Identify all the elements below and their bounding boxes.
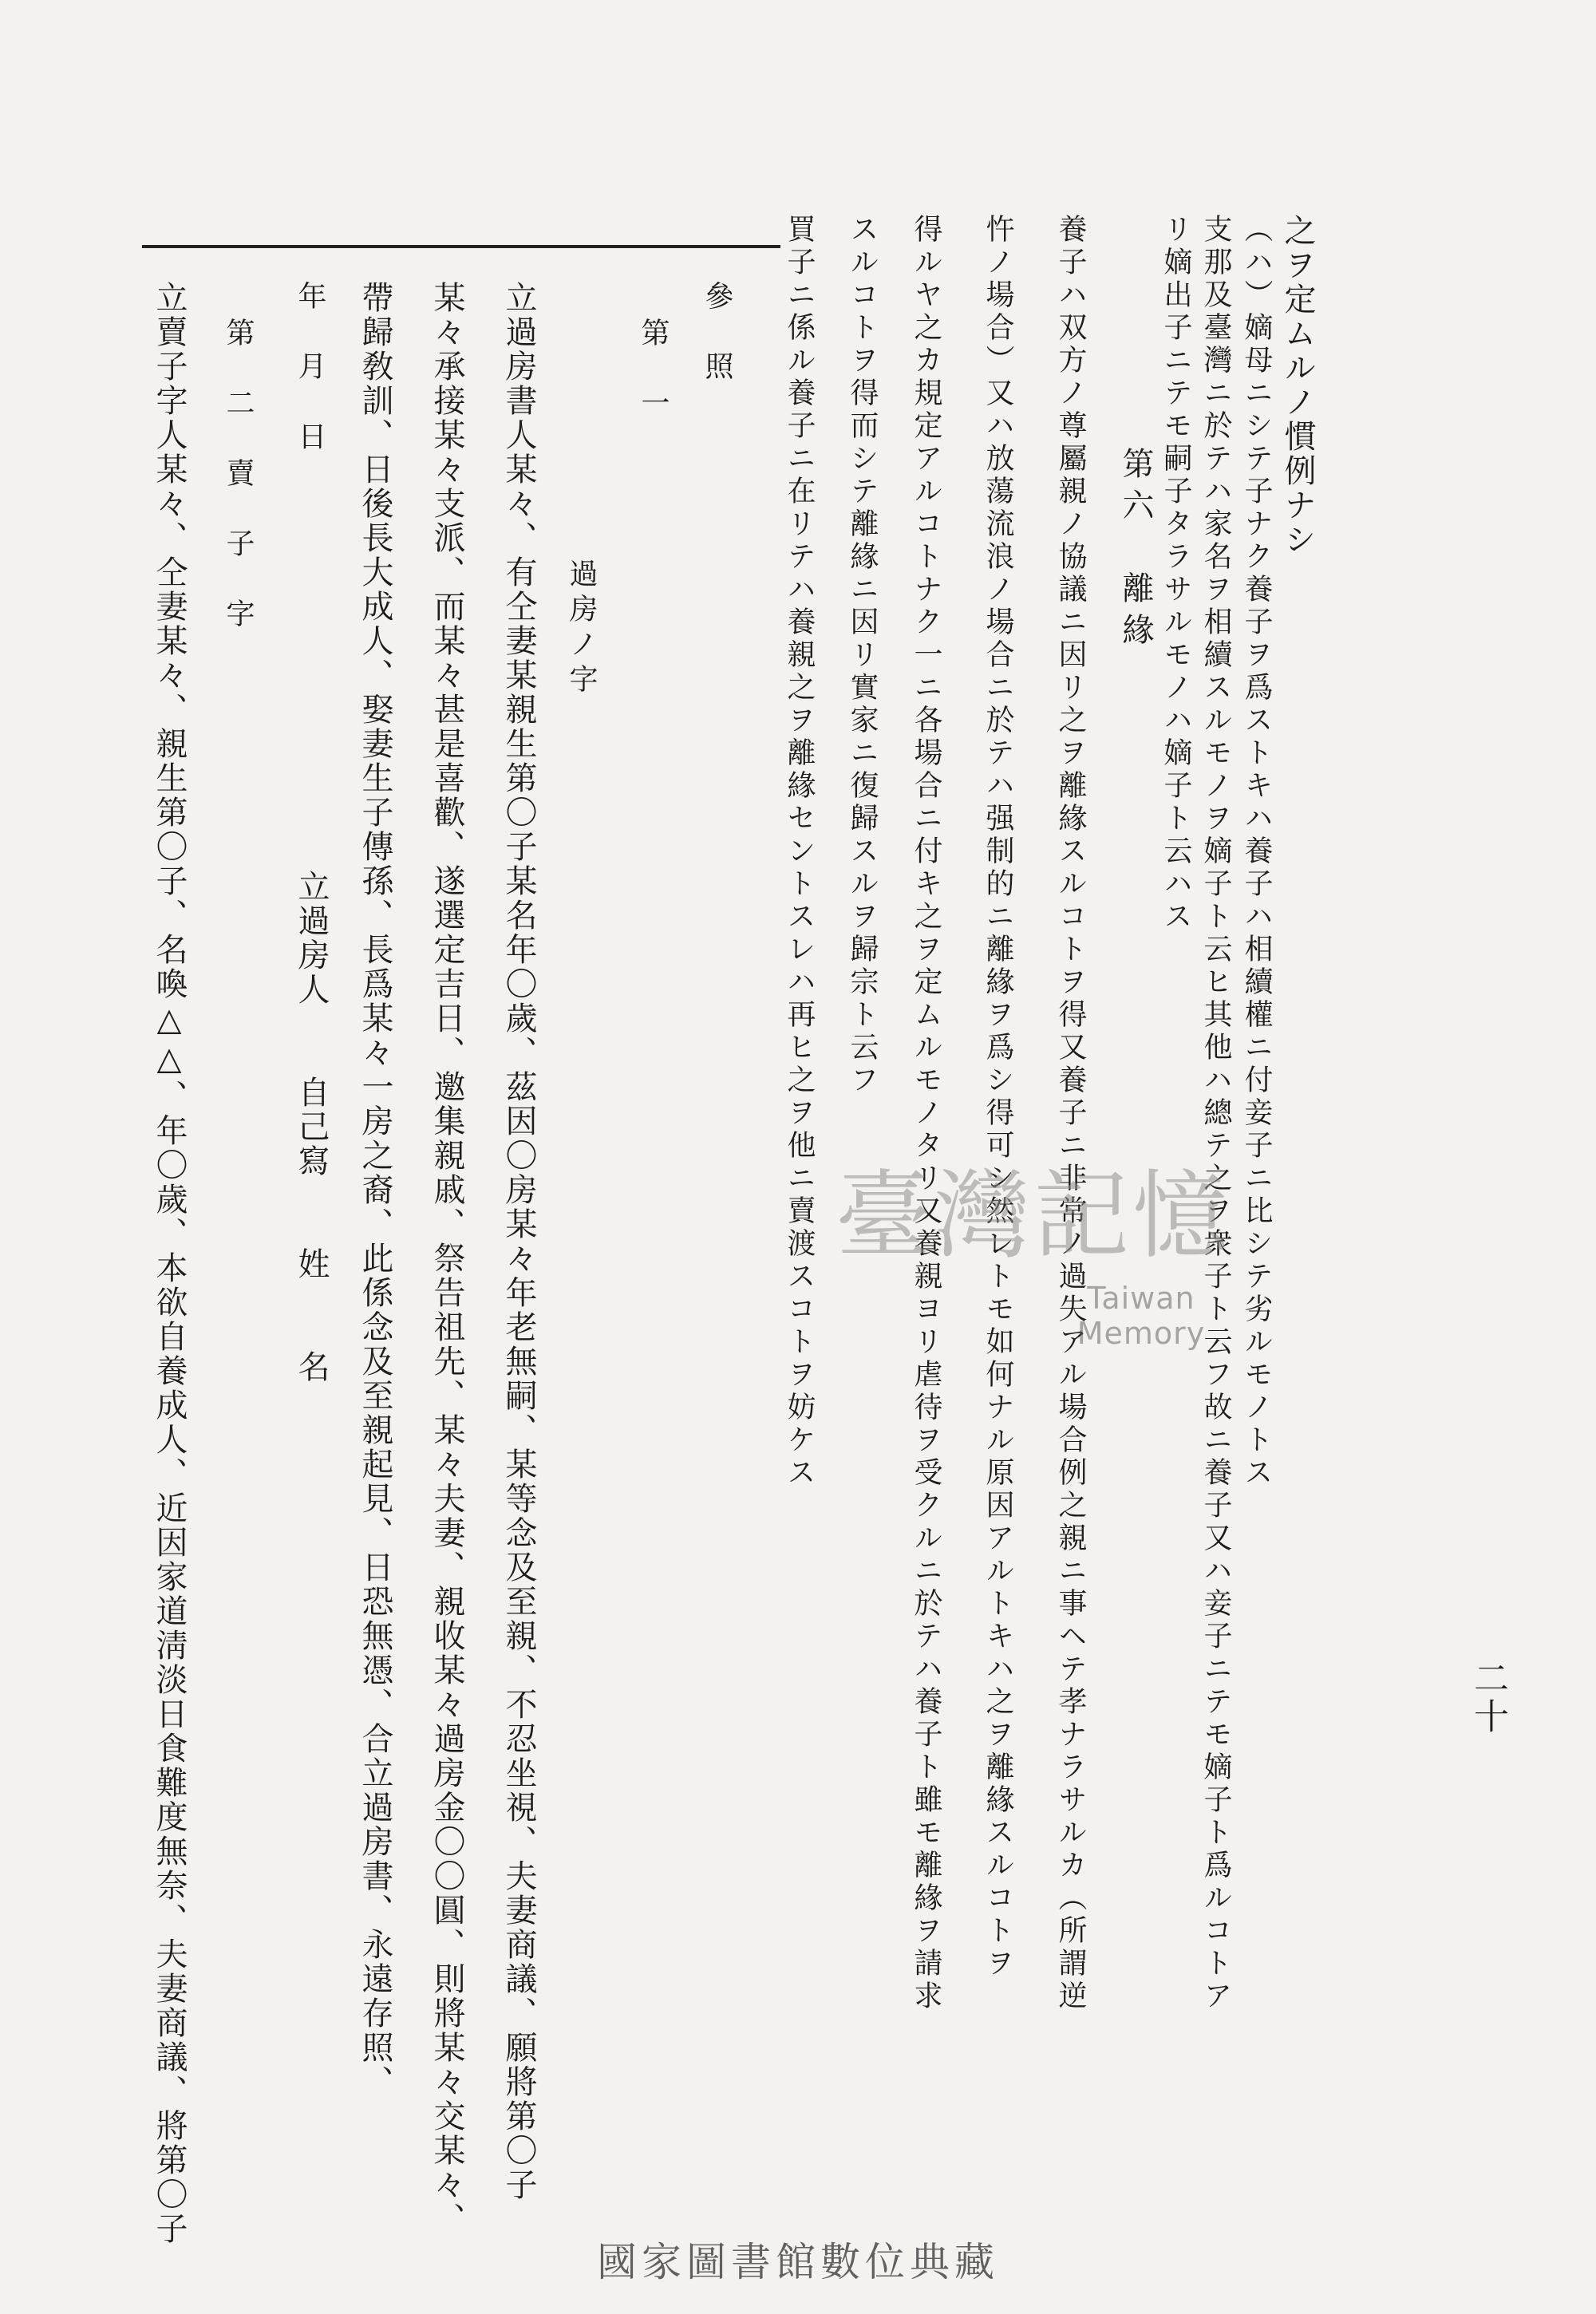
text-column-9: スルコトヲ得而シテ離緣ニ因リ實家ニ復歸スルヲ歸宗ト云フ — [846, 214, 879, 1097]
text-column-4: リ嫡出子ニテモ嗣子タラサルモノハ嫡子ト云ハス — [1159, 214, 1192, 934]
watermark-text: 臺灣記憶 — [836, 1161, 1231, 1272]
deed-column-3: 帶歸敎訓、日後長大成人、娶妻生子傳孫、長爲某々一房之裔、此係念及至親起見、日恐無憑、合立過房書、永遠存照、 — [357, 281, 393, 2099]
reference-heading: 參 照 — [701, 281, 733, 386]
footer-caption: 國家圖書館數位典藏 — [597, 2239, 999, 2285]
text-column-2: （ハ）嫡母ニシテ子ナク養子ヲ爲ストキハ養子ハ相續權ニ付妾子ニ比シテ劣ルモノトス — [1240, 214, 1273, 1490]
reference-section-one: 第 一 — [637, 318, 670, 423]
deed-title: 過房ノ字 — [565, 559, 598, 699]
deed-column-2: 某々承接某々支派、而某々甚是喜歡、遂選定吉日、邀集親戚、祭告祖先、某々夫妻、親收某々過房金〇〇圓、則將某々交某々、 — [429, 281, 465, 2237]
reference-section-two: 第 二 賣 子 字 — [222, 318, 255, 634]
text-column-1: 之ヲ定ムルノ慣例ナシ — [1279, 214, 1316, 557]
text-column-7: 忤ノ場合）又ハ放蕩流浪ノ場合ニ於テハ强制的ニ離緣ヲ爲シ得可シ然レトモ如何ナル原因アルトキハ之ヲ離緣スルコトヲ — [982, 214, 1014, 1980]
page-number: 二十 — [1468, 1660, 1508, 1736]
deed-column-1: 立過房書人某々、有仝妻某親生第〇子某名年〇歲、茲因〇房某々年老無嗣、某等念及至親、不忍坐視、夫妻商議、願將第〇子 — [500, 281, 537, 2202]
text-column-8: 得ルヤ之カ規定アルコトナク一ニ各場合ニ付キ之ヲ定ムルモノタリ又養親ヨリ虐待ヲ受クルニ於テハ養子ト雖モ離緣ヲ請求 — [910, 214, 942, 2013]
text-column-3: 支那及臺灣ニ於テハ家名ヲ相續スルモノヲ嫡子ト云ヒ其他ハ總テ之ヲ衆子ト云フ故ニ養子又ハ妾子ニテモ嫡子ト爲ルコトア — [1199, 214, 1232, 2013]
watermark — [826, 1161, 1241, 1351]
text-column-10: 買子ニ係ル養子ニ在リテハ養親之ヲ離緣セントスレハ再ヒ之ヲ他ニ賣渡スコトヲ妨ケス — [783, 214, 816, 1490]
watermark-subtitle: Taiwan Memory — [1077, 1281, 1206, 1351]
signature-line: 立過房人 自己寫 姓 名 — [293, 870, 330, 1384]
deed-column-4: 立賣子字人某々、仝妻某々、親生第〇子、名喚△△、年〇歲、本欲自養成人、近因家道淸淡日食難度無奈、夫妻商議、將第〇子 — [151, 281, 188, 2246]
horizontal-rule — [142, 245, 780, 248]
date-line: 年 月 日 — [294, 281, 326, 456]
text-column-6: 養子ハ双方ノ尊屬親ノ協議ニ因リ之ヲ離緣スルコトヲ得又養子ニ非常ノ過失アル場合例之親ニ事ヘテ孝ナラサルカ（所謂逆 — [1054, 214, 1087, 2013]
section-heading: 第六 離緣 — [1117, 447, 1154, 654]
